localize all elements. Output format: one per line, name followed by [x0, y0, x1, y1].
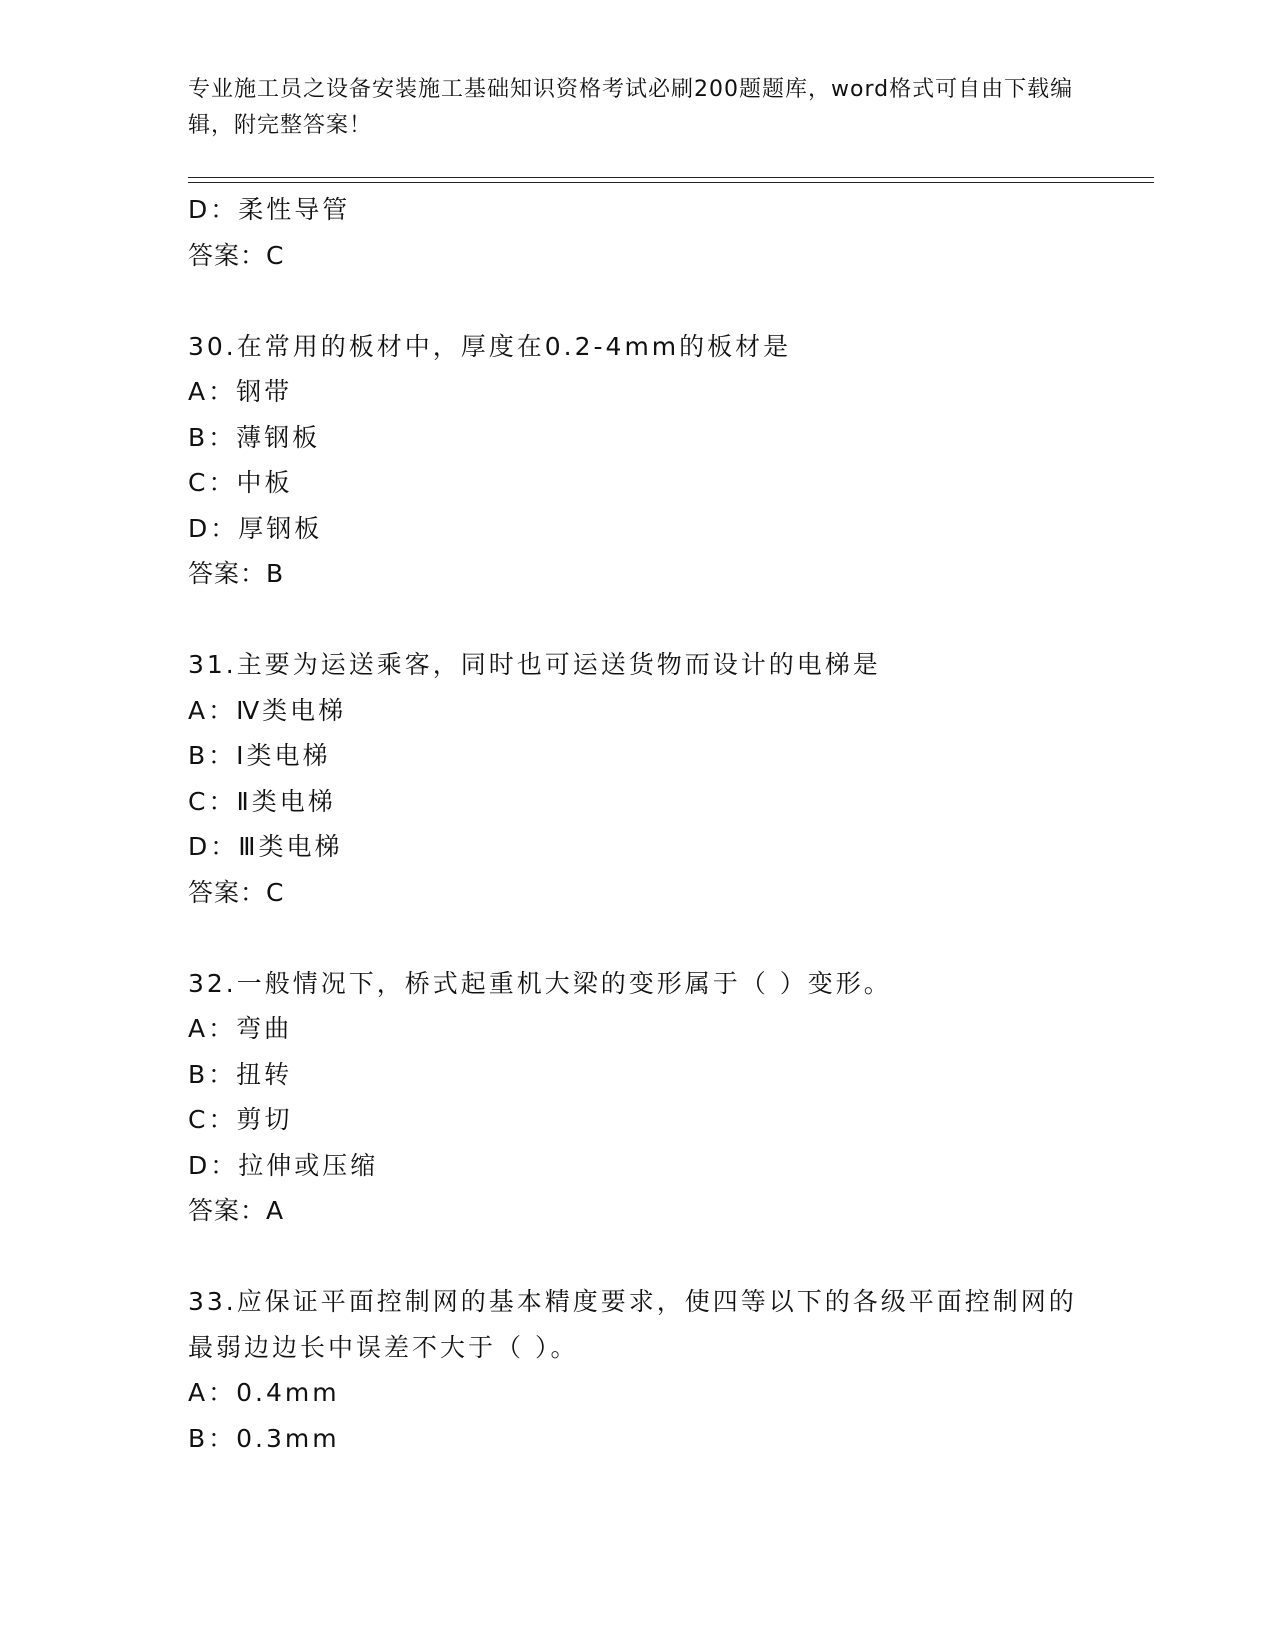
answer-line: 答案：A — [188, 1196, 285, 1225]
header-divider-bottom — [188, 182, 1154, 183]
question-block-33 — [188, 1279, 1148, 1461]
answer-line: 答案：C — [188, 877, 285, 907]
question-stem: 31.主要为运送乘客，同时也可运送货物而设计的电梯是 — [188, 650, 881, 679]
question-list — [188, 187, 1148, 1461]
option-line: B：薄钢板 — [188, 422, 321, 452]
question-block-31 — [188, 642, 1148, 915]
option-line: A：钢带 — [188, 377, 293, 406]
spacer — [188, 1234, 1148, 1280]
option-line: C：中板 — [188, 468, 293, 497]
question-stem: 32.一般情况下，桥式起重机大梁的变形属于（ ）变形。 — [188, 968, 892, 998]
option-line: B：扭转 — [188, 1059, 293, 1089]
question-stem: 30.在常用的板材中，厚度在0.2-4mm的板材是 — [188, 331, 792, 361]
question-stem: 33.应保证平面控制网的基本精度要求，使四等以下的各级平面控制网的最弱边边长中误差不大于（ ）。 — [188, 1287, 1077, 1362]
spacer — [188, 915, 1148, 961]
option-line: A：0.4mm — [188, 1378, 340, 1407]
spacer — [188, 597, 1148, 643]
spacer — [188, 278, 1148, 324]
question-block-30 — [188, 324, 1148, 597]
option-line: D：拉伸或压缩 — [188, 1150, 379, 1180]
option-line: A：Ⅳ类电梯 — [188, 695, 347, 725]
question-block-32 — [188, 961, 1148, 1234]
question-block-prev — [188, 187, 1148, 278]
option-line: D：柔性导管 — [188, 195, 351, 224]
option-line: D：厚钢板 — [188, 513, 323, 543]
header-divider-top — [188, 177, 1154, 178]
page-header: 专业施工员之设备安装施工基础知识资格考试必刷200题题库，word格式可自由下载编辑，附完整答案！ — [188, 77, 1074, 138]
answer-line: 答案：B — [188, 559, 285, 588]
option-line: B：0.3mm — [188, 1423, 340, 1453]
answer-line: 答案：C — [188, 240, 285, 270]
option-line: B：Ⅰ类电梯 — [188, 741, 331, 770]
option-line: D：Ⅲ类电梯 — [188, 832, 343, 861]
option-line: C：Ⅱ类电梯 — [188, 786, 336, 816]
option-line: C：剪切 — [188, 1105, 293, 1134]
option-line: A：弯曲 — [188, 1014, 293, 1043]
